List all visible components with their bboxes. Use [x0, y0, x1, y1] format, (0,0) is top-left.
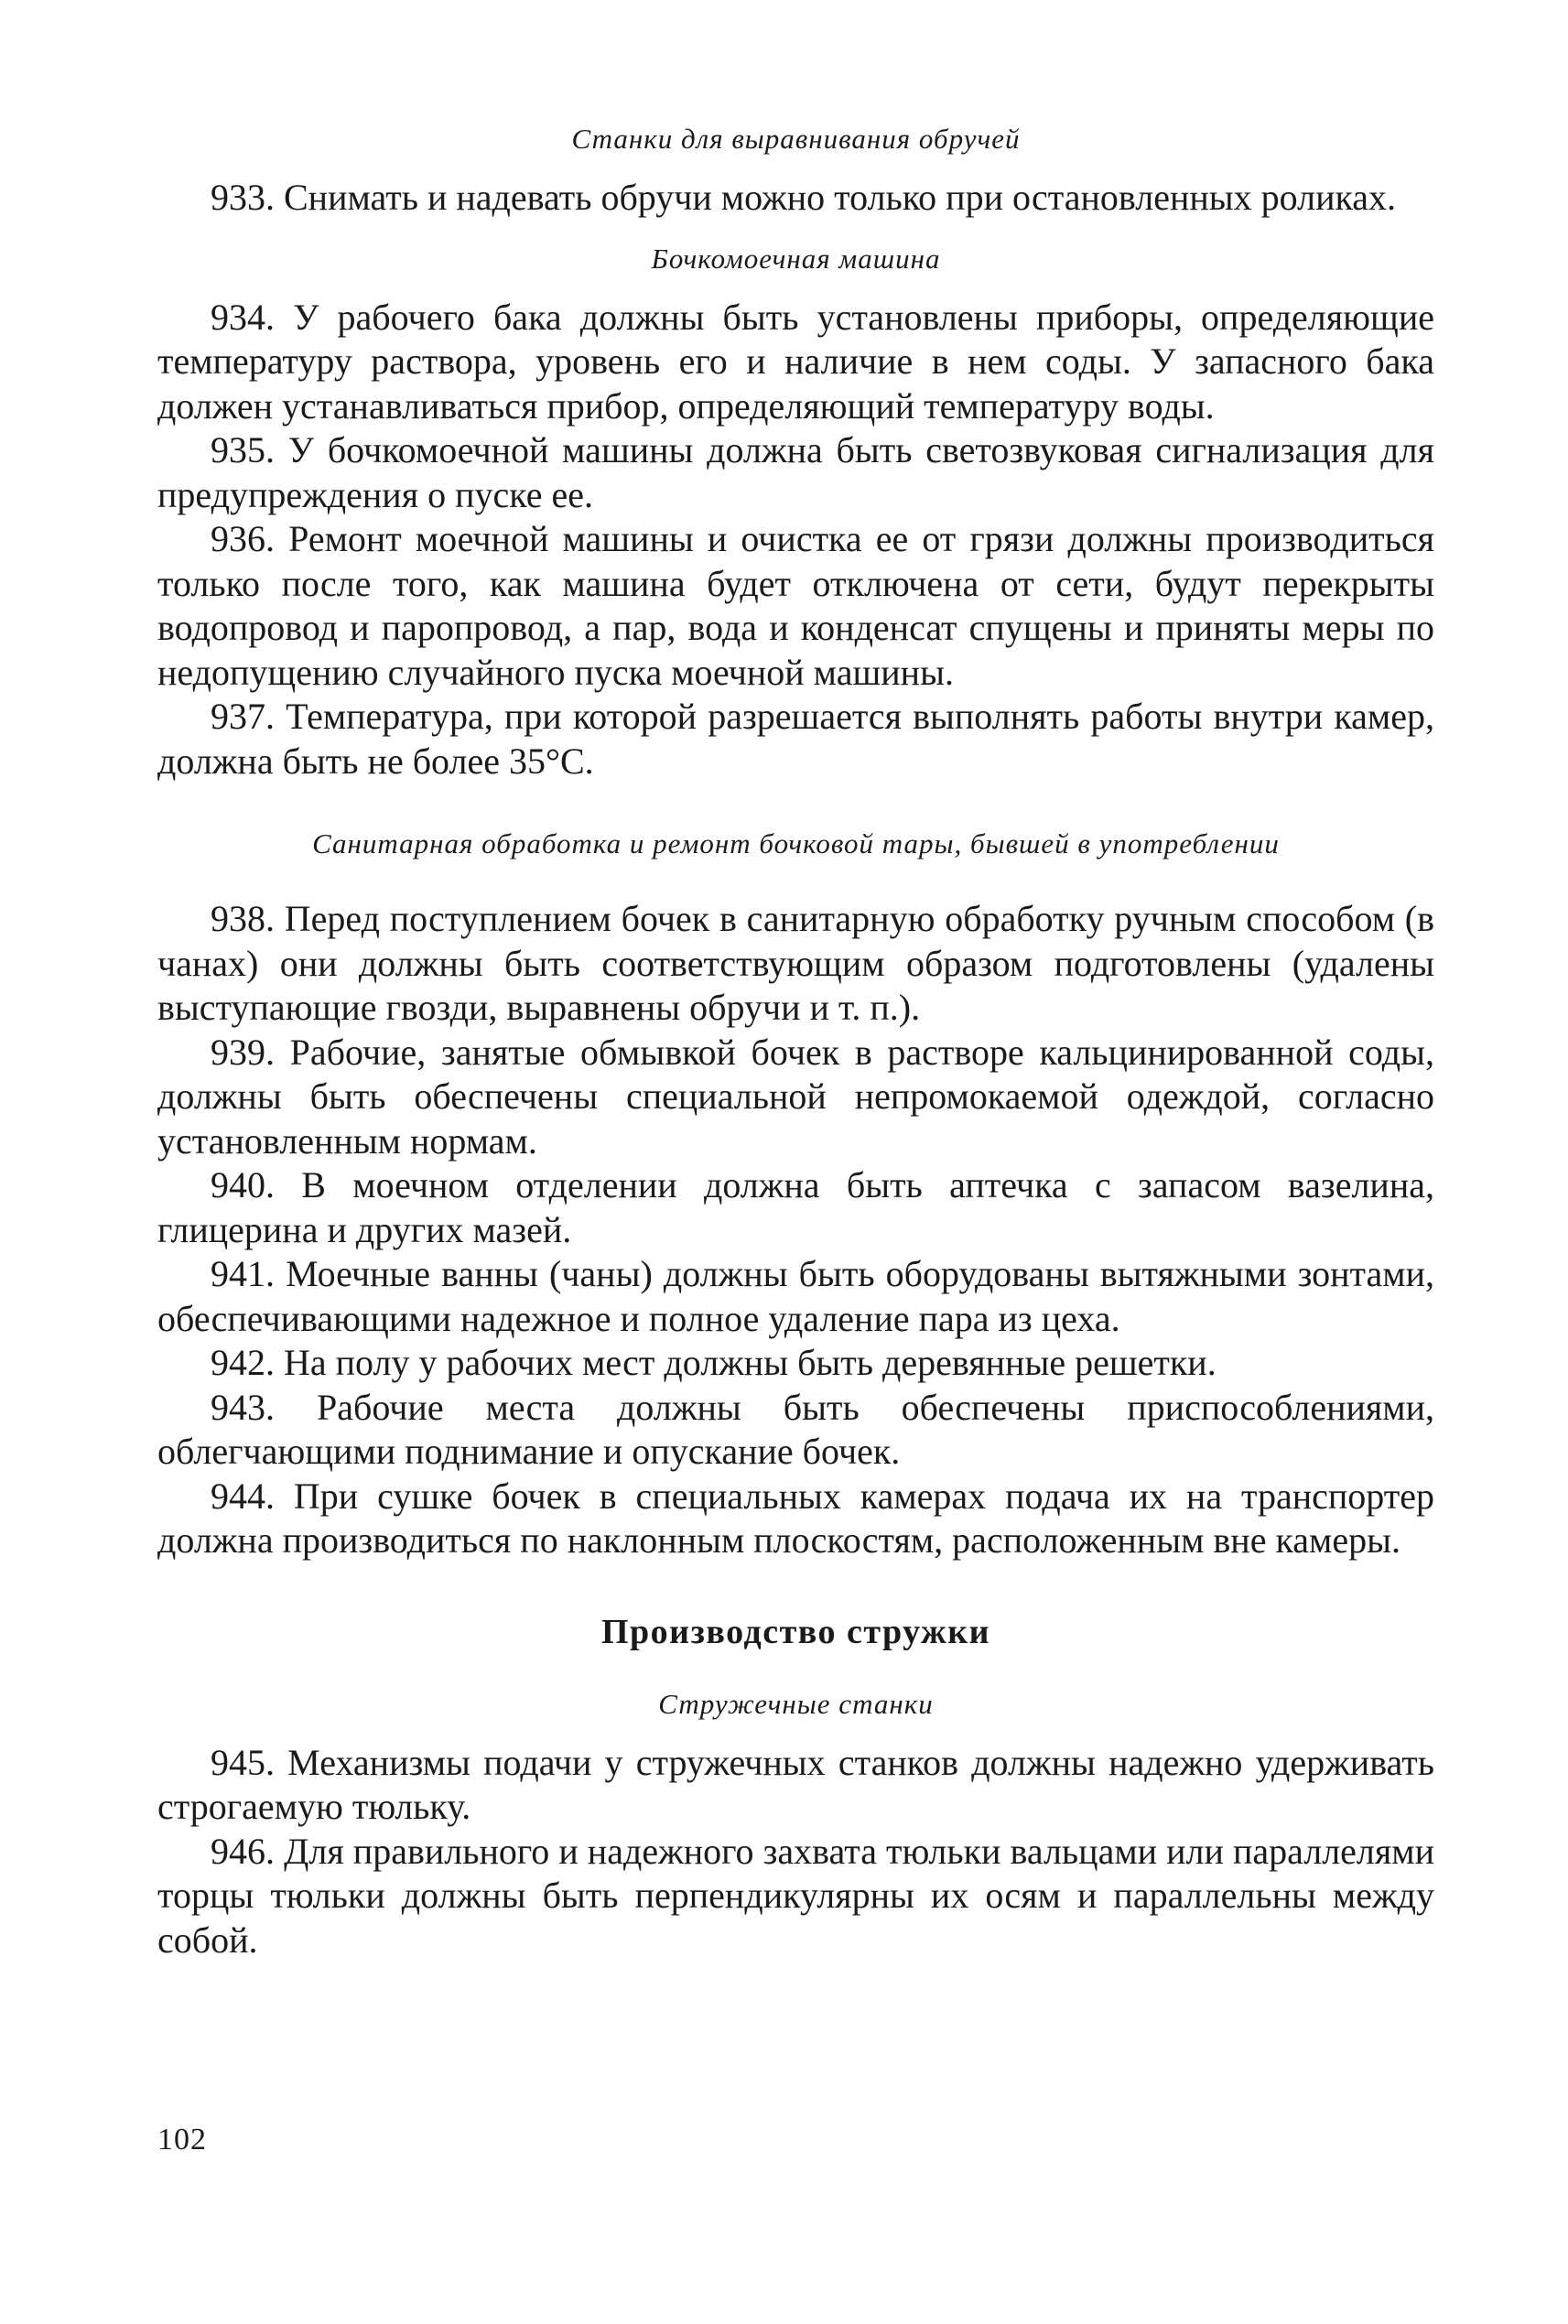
subheading-hoop-machines: Станки для выравнивания обручей [571, 123, 1021, 155]
page-number: 102 [157, 2123, 207, 2156]
section-heading-shavings: Производство стружки [600, 1612, 990, 1651]
paragraph-935: 935. У бочкомоечной машины должна быть светозвуковая сигнализация для предупреждения о пуске ее. [157, 429, 1434, 515]
paragraph-942: 942. На полу у рабочих мест должны быть деревянные решетки. [211, 1342, 1217, 1383]
paragraph-936: 936. Ремонт моечной машины и очистка ее от грязи должны производиться только после того, как машина будет отключена от сети, будут перекрыты водопровод и паропровод, а пар, вода и конденсат спущены и приняты меры по недопущению случайного пуска моечной машины. [157, 518, 1434, 693]
subheading-barrel-washer: Бочкомоечная машина [651, 242, 941, 275]
paragraph-944: 944. При сушке бочек в специальных камерах подача их на транспортер должна производиться по наклонным плоскостям, расположенным вне камеры. [157, 1475, 1434, 1561]
paragraph-945: 945. Механизмы подачи у стружечных станков должны надежно удерживать строгаемую тюльку. [157, 1741, 1434, 1827]
subheading-shaving-machines: Стружечные станки [658, 1687, 934, 1720]
page-body [157, 119, 1434, 1962]
paragraph-937: 937. Температура, при которой разрешается выполнять работы внутри камер, должна быть не более 35°С. [157, 696, 1434, 782]
paragraph-934: 934. У рабочего бака должны быть установлены приборы, определяющие температуру раствора, уровень его и наличие в нем соды. У запасного бака должен устанавливаться прибор, определяющий температуру воды. [157, 296, 1434, 427]
paragraph-941: 941. Моечные ванны (чаны) должны быть оборудованы вытяжными зонтами, обеспечивающими надежное и полное удаление пара из цеха. [157, 1253, 1434, 1339]
paragraph-946: 946. Для правильного и надежного захвата тюльки вальцами или параллелями торцы тюльки должны быть перпендикулярны их осям и параллельны между собой. [157, 1830, 1434, 1961]
paragraph-940: 940. В моечном отделении должна быть аптечка с запасом вазелина, глицерина и других мазей. [157, 1164, 1434, 1250]
paragraph-939: 939. Рабочие, занятые обмывкой бочек в растворе кальцинированной соды, должны быть обеспечены специальной непромокаемой одеждой, согласно установленным нормам. [157, 1031, 1434, 1162]
paragraph-933: 933. Снимать и надевать обручи можно только при остановленных роликах. [211, 177, 1397, 218]
subheading-sanitary-treatment: Санитарная обработка и ремонт бочковой тары, бывшей в употреблении [312, 827, 1280, 859]
paragraph-938: 938. Перед поступлением бочек в санитарную обработку ручным способом (в чанах) они должны быть соответствующим образом подготовлены (удалены выступающие гвозди, выравнены обручи и т. п.). [157, 898, 1434, 1028]
paragraph-943: 943. Рабочие места должны быть обеспечены приспособлениями, облегчающими поднимание и опускание бочек. [157, 1386, 1434, 1472]
